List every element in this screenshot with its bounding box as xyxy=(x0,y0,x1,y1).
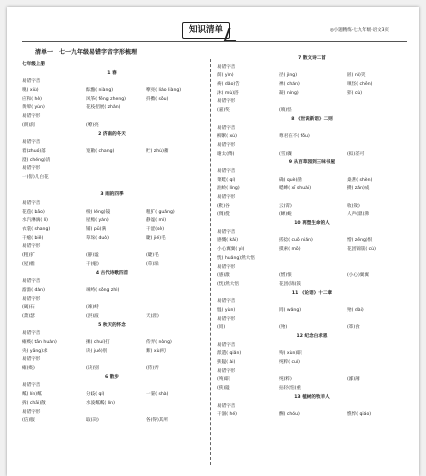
text-line xyxy=(22,96,202,105)
text-line xyxy=(217,350,407,359)
entry-text: 干(瘪) xyxy=(86,261,99,267)
entry-text: 花团(锦)簇 xyxy=(279,281,301,287)
entry-text: 着(zhuó)落 xyxy=(22,148,46,154)
entry-text: (碣)石 xyxy=(22,305,35,311)
entry-text: (静)谧 xyxy=(86,253,99,259)
entry-text: 屋檐( yán) xyxy=(86,218,109,224)
entry-text: 易错字形 xyxy=(217,99,236,105)
entry-text: 易错字音 xyxy=(217,299,236,305)
entry-text: 恍( huǎng)然大悟 xyxy=(217,255,255,261)
lesson-title: 5 秋天的怀念 xyxy=(98,322,126,328)
text-line xyxy=(217,90,407,99)
entry-text: 菜畦( qí) xyxy=(217,177,236,183)
entry-text: 易错字形 xyxy=(22,244,41,250)
entry-text: 易错字形 xyxy=(22,409,41,415)
text-line xyxy=(22,278,202,287)
text-line xyxy=(22,313,202,322)
text-line xyxy=(217,376,407,385)
text-line xyxy=(22,174,202,183)
knowledge-list-logo xyxy=(182,20,242,42)
text-line xyxy=(22,409,202,418)
entry-text: (侍)弄 xyxy=(146,366,159,372)
text-line xyxy=(217,142,407,151)
text-line xyxy=(217,316,407,325)
text-line xyxy=(217,81,407,90)
entry-text: (睫)毛 xyxy=(146,253,159,259)
entry-text: 棱( léng)镜 xyxy=(86,209,111,215)
text-line xyxy=(22,356,202,365)
entry-text: (罔) xyxy=(217,325,226,331)
entry-text: (小心)翼翼 xyxy=(347,273,369,279)
entry-text: 易错字音 xyxy=(22,79,41,85)
entry-text: 嗅( xiù) xyxy=(22,88,39,94)
entry-text: (感)激 xyxy=(217,273,230,279)
lesson-title: 4 古代诗歌四首 xyxy=(95,270,129,276)
lesson-title: 10 再塑生命的人 xyxy=(294,221,330,227)
document-page xyxy=(7,7,419,476)
entry-text: 收(敛) xyxy=(347,203,360,209)
text-line xyxy=(217,168,407,177)
entry-text: 一霎( shà) xyxy=(146,392,169,398)
text-line xyxy=(22,122,202,131)
entry-text: (嘉)奖 xyxy=(217,108,230,114)
entry-text: 分歧( qí) xyxy=(86,392,105,398)
entry-text: 沐( mù)浴 xyxy=(217,90,239,96)
entry-text: 易错字音 xyxy=(22,140,41,146)
entry-text: 粗犷( guǎng) xyxy=(146,209,175,215)
entry-text: 易错字形 xyxy=(22,296,41,302)
entry-text: 易错字形 xyxy=(217,368,236,374)
text-line xyxy=(22,104,202,113)
text-line xyxy=(217,107,407,116)
entry-text: 央( yāng)求 xyxy=(22,348,48,354)
entry-text: 花枝招展( zhǎn) xyxy=(86,105,121,111)
entry-text: 取(决) xyxy=(86,418,99,424)
entry-text: (萧)瑟 xyxy=(22,313,35,319)
entry-text: 贮( zhù)蓄 xyxy=(146,148,169,154)
entry-text: (屋)檐 xyxy=(22,261,35,267)
entry-text: 易错字音 xyxy=(22,201,41,206)
text-line xyxy=(217,411,407,420)
text-line xyxy=(22,391,202,400)
text-line xyxy=(217,403,407,412)
entry-text: 狭隘( ài) xyxy=(217,360,236,366)
entry-text: 拈轻(怕)重 xyxy=(279,386,301,392)
entry-text: 风筝( fēng zheng) xyxy=(86,96,126,102)
text-line xyxy=(22,235,202,244)
text-line xyxy=(217,385,407,394)
entry-text: 易错字形 xyxy=(22,357,41,363)
text-line xyxy=(217,307,407,316)
entry-text: 荫( yìn) xyxy=(217,73,234,79)
entry-text: 人声(鼎)沸 xyxy=(347,212,369,218)
text-line xyxy=(22,157,202,166)
entry-text: 易错字音 xyxy=(217,64,236,70)
lesson-title: 8 《世说新语》二则 xyxy=(291,116,333,122)
entry-text: 易错字形 xyxy=(217,195,236,200)
entry-text: 絮( xù)叨 xyxy=(146,348,166,354)
entry-text: 祷( dǎo)告 xyxy=(217,82,240,88)
entry-text: (朗)润 xyxy=(22,122,35,128)
text-line xyxy=(22,209,202,218)
text-line xyxy=(22,287,202,296)
entry-text: 愠( yùn) xyxy=(217,307,236,313)
entry-text: 搓捻( cuō niǎn) xyxy=(279,238,313,244)
text-line xyxy=(22,183,202,192)
entry-text: 睫( jié)毛 xyxy=(146,235,166,241)
entry-text: 油蛉( líng) xyxy=(217,186,240,192)
text-line xyxy=(22,113,202,122)
entry-text: 铺( pū)满 xyxy=(86,227,107,233)
text-line xyxy=(217,237,407,246)
entry-text: (殆) xyxy=(279,325,288,331)
entry-text: 一(髻)儿白花 xyxy=(22,174,49,180)
text-line xyxy=(22,243,202,252)
entry-text: (倜)傥 xyxy=(217,212,230,218)
text-line xyxy=(217,281,407,290)
lesson-title: 6 散步 xyxy=(105,374,119,380)
header-rule xyxy=(22,41,407,42)
text-line xyxy=(217,185,407,194)
entry-text: (雪)骤 xyxy=(279,151,292,157)
left-column xyxy=(22,61,202,426)
entry-text: 静谧( mì) xyxy=(146,218,166,224)
text-line xyxy=(22,339,202,348)
entry-text: 殉( xùn)职 xyxy=(279,351,302,357)
text-line xyxy=(217,359,407,368)
entry-text: (狭)隘 xyxy=(217,386,230,392)
entry-text: 酬( chóu) xyxy=(279,412,300,418)
entry-text: 派遣( qiǎn) xyxy=(217,351,242,357)
entry-text: (竦)峙 xyxy=(86,305,99,311)
entry-text: 匿( nì)笑 xyxy=(347,73,366,79)
entry-text: 易错字音 xyxy=(217,168,236,174)
entry-text: 摸索( mō) xyxy=(279,247,301,253)
entry-text: (诀)别 xyxy=(86,366,99,372)
entry-text: 草垛( duò) xyxy=(86,235,109,241)
entry-text: 易错字形 xyxy=(217,142,236,148)
entry-text: 殆( dài) xyxy=(347,307,364,313)
entry-text: 易错字音 xyxy=(217,403,236,409)
text-line xyxy=(22,78,202,87)
entry-text: (殉)职 xyxy=(217,377,230,383)
column-divider xyxy=(210,59,211,465)
entry-text: (嗔)怪 xyxy=(279,108,292,114)
text-line xyxy=(217,255,407,264)
text-line xyxy=(22,165,202,174)
text-line xyxy=(22,139,202,148)
lesson-title: 13 植树的牧羊人 xyxy=(294,394,330,400)
entry-text: 易错字形 xyxy=(217,316,236,322)
text-line xyxy=(22,400,202,409)
entry-text: 嘹亮( liáo liàng) xyxy=(146,88,182,94)
entry-text: (拟)差可 xyxy=(347,151,365,157)
entry-text: 黄晕( yùn) xyxy=(22,105,45,111)
section-heading: 七年级上册 xyxy=(22,62,45,67)
text-line xyxy=(217,229,407,238)
text-line xyxy=(217,133,407,142)
text-line xyxy=(22,296,202,305)
text-line xyxy=(217,272,407,281)
text-line xyxy=(217,298,407,307)
text-line xyxy=(217,246,407,255)
brand-text: ◎小题精练·七九年级·语文3页 xyxy=(329,28,389,33)
entry-text: 感慨( kǎi) xyxy=(217,238,238,244)
entry-text: 澄( chéng)清 xyxy=(22,157,51,163)
entry-text: 径( jìng) xyxy=(279,73,298,79)
text-line xyxy=(217,203,407,212)
entry-text: 纯粹( cuì) xyxy=(279,360,300,366)
text-line xyxy=(217,72,407,81)
text-line xyxy=(22,200,202,209)
lesson-title: 7 散文诗二首 xyxy=(298,56,326,61)
entry-text: (嘹)亮 xyxy=(86,122,99,128)
entry-text: 花苞( bāo) xyxy=(22,209,45,215)
entry-text: (信)服 xyxy=(22,418,35,424)
entry-text: 易错字音 xyxy=(22,331,41,337)
text-line xyxy=(22,226,202,235)
entry-text: 桑葚( shèn) xyxy=(347,177,373,183)
entry-text: 衣裳( shang) xyxy=(22,227,51,233)
entry-text: 各(得)其所 xyxy=(146,418,168,424)
entry-text: 干涩(sè) xyxy=(146,227,164,233)
entry-text: 易错字音 xyxy=(217,125,236,131)
entry-text: (箪)食 xyxy=(347,325,360,331)
entry-text: (草)垛 xyxy=(146,261,159,267)
text-line xyxy=(22,365,202,374)
right-column xyxy=(217,55,407,420)
lesson-title: 2 济南的冬天 xyxy=(98,131,126,137)
knowledge-list-badge: 知识清单 xyxy=(182,22,230,39)
text-line xyxy=(22,148,202,157)
text-line xyxy=(22,252,202,261)
entry-text: 凝( níng) xyxy=(279,90,299,96)
page-title: 清单一 七一九年级易错字音字形梳理 xyxy=(35,49,138,56)
lesson-title: 12 纪念白求恩 xyxy=(296,334,328,339)
entry-text: 抖擞( sǒu) xyxy=(146,96,169,102)
entry-text: 干瘪( biě) xyxy=(22,235,44,241)
text-line xyxy=(217,342,407,351)
entry-text: 粼( lín)粼 xyxy=(22,392,42,398)
entry-text: 憔悴( qiáo) xyxy=(347,412,372,418)
entry-text: 侍弄( nòng) xyxy=(146,340,172,345)
text-line xyxy=(22,348,202,357)
text-line xyxy=(217,194,407,203)
text-line xyxy=(217,64,407,73)
entry-text: 柳絮( xù) xyxy=(217,134,237,140)
entry-text: 瘫痪( tān huàn) xyxy=(22,340,57,345)
entry-text: (洪)波 xyxy=(86,313,99,319)
text-line xyxy=(22,417,202,426)
entry-text: 宽敞( chang) xyxy=(86,148,115,154)
entry-text: 天(涯) xyxy=(146,313,159,319)
entry-text: 小心翼翼( yì) xyxy=(217,247,245,253)
entry-text: 易错字形 xyxy=(22,114,41,120)
entry-text: 谢太(傅) xyxy=(217,151,235,157)
entry-text: 云(霄) xyxy=(279,203,292,209)
lesson-title: 9 从百草园到三味书屋 xyxy=(288,160,336,166)
entry-text: 易错字形 xyxy=(217,264,236,270)
entry-text: 嗔怪( chēn) xyxy=(347,82,373,88)
entry-text: 澹澹( dàn) xyxy=(22,287,45,293)
entry-text: 瘫(痪) xyxy=(22,366,35,372)
lesson-title: 1 春 xyxy=(107,70,117,76)
entry-text: 易错字音 xyxy=(22,279,41,285)
entry-text: 尊君在不( fǒu) xyxy=(279,134,310,140)
text-line xyxy=(217,324,407,333)
text-line xyxy=(217,98,407,107)
entry-text: 易错字形 xyxy=(22,166,41,172)
text-line xyxy=(217,264,407,273)
entry-text: 干涸( hé) xyxy=(217,412,237,418)
text-line xyxy=(217,211,407,220)
entry-text: 捶( chuí)打 xyxy=(86,340,110,345)
text-line xyxy=(22,304,202,313)
lesson-title: 3 雨的四季 xyxy=(100,192,124,198)
entry-text: 易错字音 xyxy=(217,342,236,348)
entry-text: 易错字音 xyxy=(217,229,236,235)
entry-text: 憎( zēng)恨 xyxy=(347,238,373,244)
lesson-title: 11 《论语》十二章 xyxy=(291,290,333,296)
entry-text: (鄙)薄 xyxy=(347,377,360,383)
entry-text: 酝酿( niàng) xyxy=(86,88,114,94)
text-line xyxy=(22,261,202,270)
entry-text: 易错字音 xyxy=(22,383,41,389)
entry-text: (秕)谷 xyxy=(217,203,230,209)
text-line xyxy=(22,87,202,96)
entry-text: 水汽淋漓( lí) xyxy=(22,218,48,224)
text-line xyxy=(217,368,407,377)
entry-text: 蟋蟀( xī shuài) xyxy=(279,186,311,192)
entry-text: (恍)然大悟 xyxy=(217,281,239,287)
entry-text: (蝉)蜕 xyxy=(279,212,292,218)
text-line xyxy=(217,125,407,134)
entry-text: (粗)犷 xyxy=(22,253,35,259)
entry-text: 确( què)凿 xyxy=(279,177,302,183)
entry-text: 猝( cù) xyxy=(347,90,363,96)
entry-text: 攒( zǎn)成 xyxy=(347,186,370,192)
text-line xyxy=(217,151,407,160)
entry-text: 纯(粹) xyxy=(279,377,292,383)
text-line xyxy=(22,330,202,339)
entry-text: 罔( wǎng) xyxy=(279,307,302,313)
text-line xyxy=(22,382,202,391)
text-line xyxy=(22,217,202,226)
entry-text: 拆( chāi)散 xyxy=(22,400,46,406)
entry-text: 竦峙( sǒng zhì) xyxy=(86,287,120,293)
entry-text: (憎)恨 xyxy=(279,273,292,279)
entry-text: 花团锦簇( cù) xyxy=(347,247,376,253)
entry-text: 禅( chán) xyxy=(279,82,300,88)
entry-text: 应和( hè) xyxy=(22,96,42,102)
text-line xyxy=(217,177,407,186)
entry-text: 水波粼粼( lín) xyxy=(86,400,115,406)
entry-text: 诀( jué)别 xyxy=(86,348,108,354)
